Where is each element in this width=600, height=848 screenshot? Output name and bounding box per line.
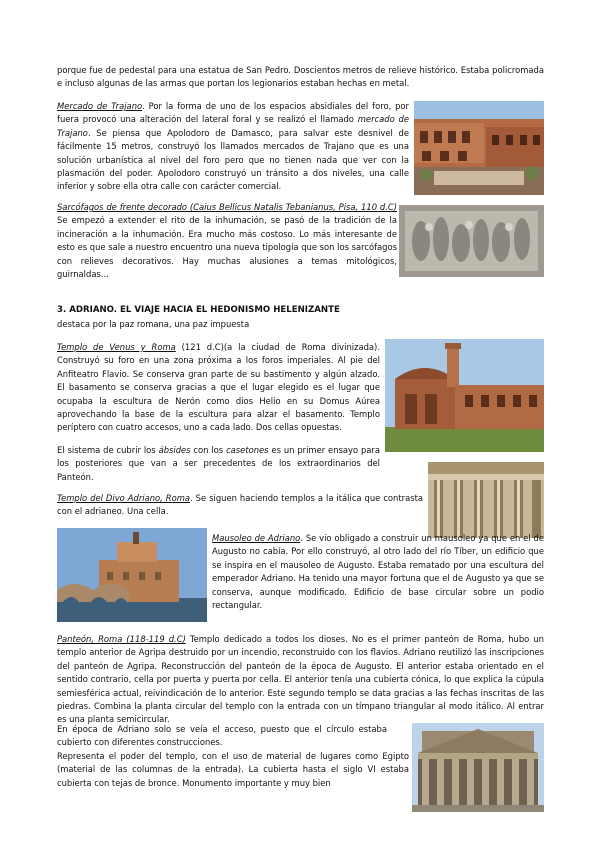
venus-paragraph-2 (57, 444, 380, 484)
panteon-photo (412, 723, 544, 812)
venus-title: Templo de Venus y Roma (57, 342, 176, 352)
venus-text-3: con los (190, 445, 227, 455)
venus-text-2: El sistema de cubrir los (57, 445, 159, 455)
sarcofagos-title: Sarcófagos de frente decorado (Caius Bellicus Natalis Tebanianus, Pisa, 110 d.C) (57, 202, 397, 212)
mercado-text-1: . Por la forma de uno de los espacios absidiales del foro, por fuera provocó una alteración del lateral foral y se realizó el llamado (57, 101, 409, 125)
mausoleo-title: Mausoleo de Adriano (212, 533, 301, 543)
mercado-trajano-photo (414, 101, 544, 195)
divo-paragraph (57, 492, 423, 519)
mercado-text-2: . Se piensa que Apolodoro de Damasco, para salvar este desnivel de fácilmente 15 metros, construyó los llamados mercados de Trajano que es una solución urbanística al nivel del foro pero que no tienen nada que ver con la plasmación del poder. Apolodoro construyó un tránsito a dos niveles, una calle inferior y sobre ella otra calle con carácter comercial. (57, 127, 409, 192)
mercado-title: Mercado de Trajano (57, 101, 143, 111)
venus-paragraph (57, 341, 380, 435)
venus-italic-absides: ábsides (158, 445, 191, 455)
mercado-italic: mercado de Trajano (57, 114, 409, 138)
panteon-paragraph (57, 633, 544, 727)
panteon-paragraph-2: En época de Adriano solo se veía el acceso, puesto que el círculo estaba cubierto con diferentes construcciones. (57, 724, 387, 748)
section-subtitle: destaca por la paz romana, una paz impuesta (57, 319, 250, 329)
panteon-text-1: Templo dedicado a todos los dioses. No es el primer panteón de Roma, hubo un templo anterior de Agripa destruido por un incendio, reconstruido con los flavios. Adriano reutilizó las inscripciones del panteón de Agripa. Reconstrucción del panteón de la época de Augusto. El anterior estaba orientado en el sentido contrario, cella por puerta y puerta por cella. El anterior tenía una cubierta cónica, lo que explica la cúpula semiesférica actual, reivindicación de lo anterior. Este segundo templo se data gracias a las fechas inscritas de las piedras. Combina la planta circular del templo con la entrada con un tímpano triangular al modo itálico. Al entrar es una planta semicircular. (57, 634, 544, 725)
panteon-paragraph-3: Representa el poder del templo, con el uso de material de lugares como Egipto (material de las columnas de la entrada). La cubierta hasta el siglo VI estaba cubierta con tejas de bronce. Monumento importante y muy bien (57, 751, 409, 788)
section-heading: 3. ADRIANO. EL VIAJE HACIA EL HEDONISMO HELENIZANTE (57, 305, 340, 315)
panteon-title: Panteón, Roma (118-119 d.C) (57, 634, 186, 644)
divo-adriano-temple-photo (428, 462, 544, 538)
venus-italic-casetones: casetones (226, 445, 269, 455)
mausoleo-text: . Se vio obligado a construir un mausoleo ya que en el de Augusto no cabía. Por ello construyó, al otro lado del río Tíber, un edificio que se inspira en el mausoleo de Augusto. Estaba rematado por una escultura del emperador Adriano. Ha tenido una mayor fortuna que el de Augusto ya que se conserva, aunque modificado. Edificio de base circular sobre un podio rectangular. (212, 533, 544, 611)
sarcofagos-paragraph (57, 201, 397, 281)
sarcophagus-photo (399, 205, 544, 277)
venus-text-1: (121 d.C)(a la ciudad de Roma divinizada). Construyó su foro en una zona próxima a los foros imperiales. Al pie del Anfiteatro Flavio. Se conserva gran parte de su bastimento y algún alzado. El basamento se conserva gracias a que el lugar elegido es el lugar que ocupaba la escultura de Nerón como dios Helio en su Domus Aúrea aprovechando la base de la escultura para alzar el basamento. Templo períptero con cuatro accesos, uno a cada lado. Dos cellas opuestas. (57, 342, 380, 433)
divo-text: . Se siguen haciendo templos a la itálica que contrasta con el adrianeo. Una cella. (57, 493, 423, 517)
mausoleo-paragraph (212, 532, 544, 612)
mausoleo-adriano-photo (57, 528, 207, 622)
divo-title: Templo del Divo Adriano, Roma (57, 493, 191, 503)
sarcofagos-text: Se empezó a extender el rito de la inhumación, se pasó de la tradición de la incineración a la inhumación. Era mucho más costoso. Lo más interesante de esto es que sale a nuestro encuentro una nueva tipología que son los sarcófagos con relieves decorativos. Hay muchas alusiones a temas mitológicos, guirnaldas... (57, 215, 397, 280)
mercado-paragraph (57, 100, 409, 194)
intro-paragraph: porque fue de pedestal para una estatua de San Pedro. Doscientos metros de relieve histórico. Estaba policromada e incluso algunas de las armas que portan los legionarios estaban hechas en metal. (57, 65, 544, 89)
venus-text-4: es un primer ensayo para los posteriores que van a ser precedentes de los extraordinarios del Panteón. (57, 445, 381, 482)
venus-roma-temple-photo (385, 339, 544, 452)
